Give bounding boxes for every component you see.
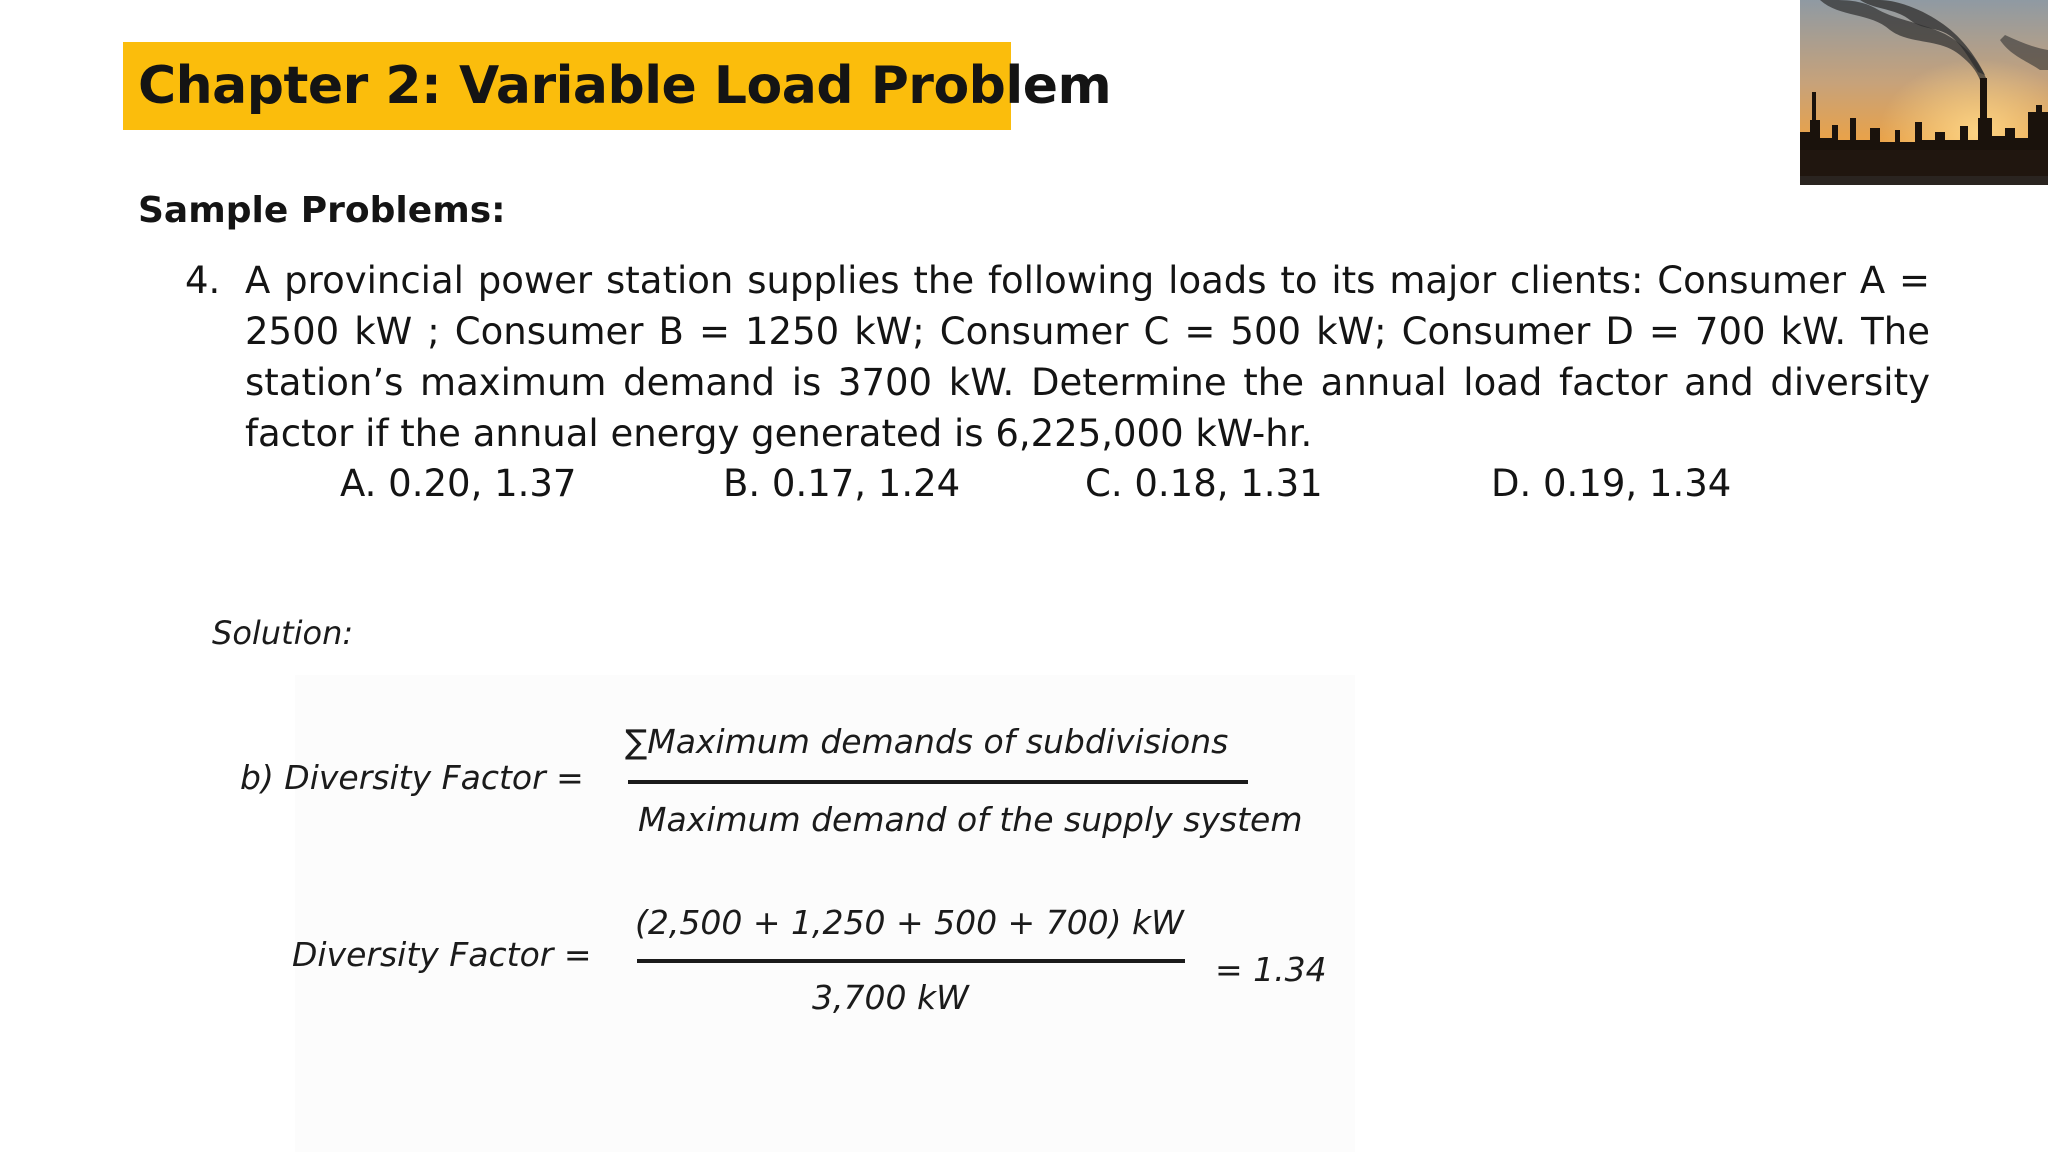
diversity-factor-calc-label: Diversity Factor = bbox=[292, 935, 592, 974]
section-heading: Sample Problems: bbox=[138, 190, 506, 231]
definition-denominator: Maximum demand of the supply system bbox=[638, 800, 1303, 839]
diversity-factor-definition-label: b) Diversity Factor = bbox=[240, 758, 584, 797]
problem-number: 4. bbox=[185, 259, 221, 302]
title-banner bbox=[123, 42, 1112, 130]
solution-label: Solution: bbox=[212, 614, 354, 652]
calc-numerator: (2,500 + 1,250 + 500 + 700) kW bbox=[635, 903, 1184, 942]
definition-numerator: ∑Maximum demands of subdivisions bbox=[625, 722, 1229, 761]
calc-result: = 1.34 bbox=[1215, 950, 1327, 989]
slide-title: Chapter 2: Variable Load Problem bbox=[138, 56, 1112, 116]
choice-c: C. 0.18, 1.31 bbox=[1085, 462, 1323, 505]
problem-text: A provincial power station supplies the following loads to its major clients: Consumer A = 2500 kW ; Consumer B = 1250 kW; Consumer C = 500 kW; Consumer D = 700 kW. The station’s maximum demand is 3700 kW. Determine the annual load factor and diversity factor if the annual energy generated is 6,225,000 kW-hr. bbox=[245, 259, 1930, 455]
choice-b: B. 0.17, 1.24 bbox=[723, 462, 961, 505]
calc-denominator: 3,700 kW bbox=[812, 978, 969, 1017]
choice-d: D. 0.19, 1.34 bbox=[1491, 462, 1732, 505]
factory-smokestack-icon bbox=[1800, 0, 2048, 185]
fraction-bar bbox=[637, 959, 1185, 963]
fraction-bar bbox=[628, 780, 1248, 784]
choice-a: A. 0.20, 1.37 bbox=[340, 462, 577, 505]
factory-image bbox=[1800, 0, 2048, 185]
